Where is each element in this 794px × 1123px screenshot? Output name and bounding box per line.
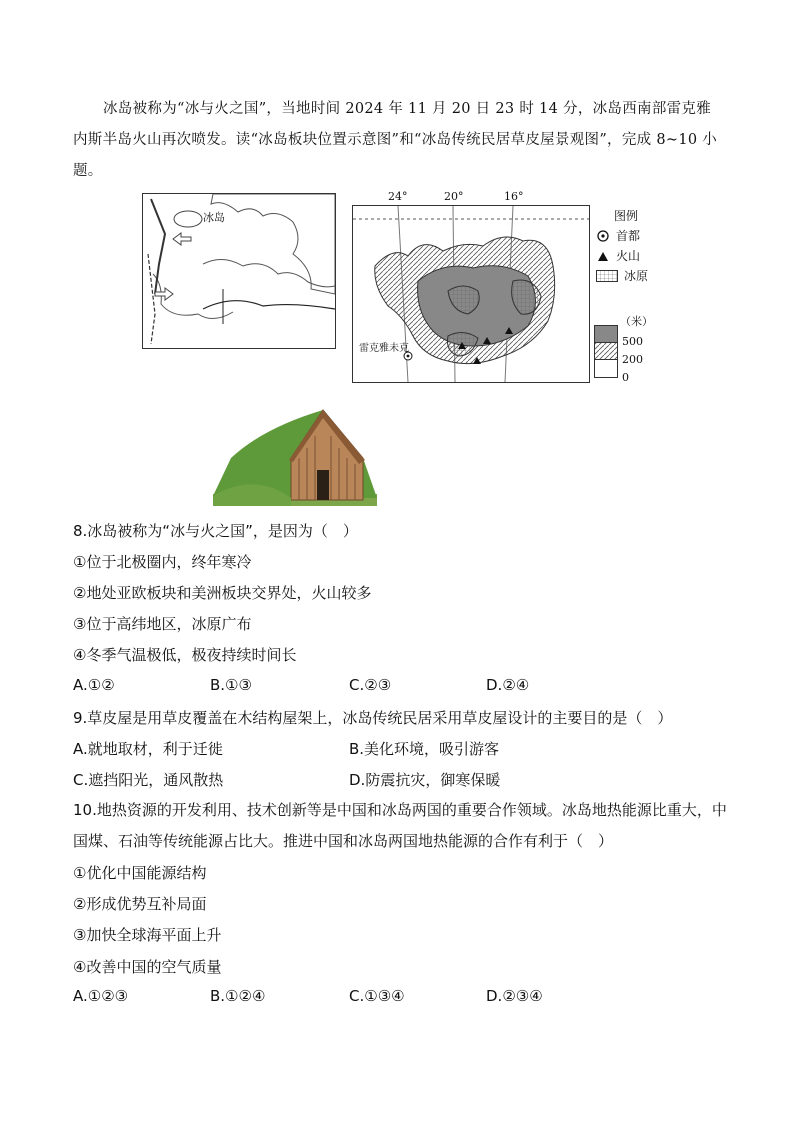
q10-statement-4: ④改善中国的空气质量 [73,958,222,976]
q10-option-c[interactable]: C.①③④ [349,987,405,1005]
iceland-elevation-map [352,190,590,383]
lon-16-label: 16° [504,190,524,203]
q8-option-d[interactable]: D.②④ [486,676,530,694]
q10-option-a[interactable]: A.①②③ [73,987,129,1005]
q10-option-b[interactable]: B.①②④ [210,987,266,1005]
lon-24-label: 24° [388,190,408,203]
turf-house-drawing [213,408,377,506]
q8-statement-1: ①位于北极圈内，终年寒冷 [73,553,252,571]
q8-stem: 8.冰岛被称为“冰与火之国”，是因为（ ） [73,522,358,540]
legend-volcano: 火山 [616,249,641,263]
q10-statement-3: ③加快全球海平面上升 [73,926,222,944]
q9-stem: 9.草皮屋是用草皮覆盖在木结构屋架上，冰岛传统民居采用草皮屋设计的主要目的是（ ） [73,709,673,727]
q8-option-c[interactable]: C.②③ [349,676,392,694]
legend-500: 500 [622,335,643,348]
elevation-scale [594,325,618,379]
lon-20-label: 20° [444,190,464,203]
q9-option-a[interactable]: A.就地取材，利于迁徙 [73,740,223,758]
figure-group [142,190,662,508]
q10-stem: 10.地热资源的开发利用、技术创新等是中国和冰岛两国的重要合作领域。冰岛地热能源比重大，中国煤、石油等传统能源占比大。推进中国和冰岛两国地热能源的合作有利于（ ） [73,801,727,850]
plate-map-drawing [143,194,335,348]
capital-label: 雷克雅未克 [359,343,409,354]
q10-statement-1: ①优化中国能源结构 [73,864,207,882]
capital-icon [596,229,610,243]
q10-statement-2: ②形成优势互补局面 [73,895,207,913]
turf-house-image [213,408,377,506]
legend-0: 0 [622,371,629,384]
q8-statement-3: ③位于高纬地区，冰原广布 [73,615,252,633]
volcano-icon [596,249,610,263]
q10-option-d[interactable]: D.②③④ [486,987,543,1005]
q8-statement-2: ②地处亚欧板块和美洲板块交界处，火山较多 [73,584,372,602]
icefield-swatch-icon [596,270,618,282]
q8-option-b[interactable]: B.①③ [210,676,252,694]
legend-200: 200 [622,353,643,366]
legend-unit: （米） [620,315,653,328]
plate-position-map [142,193,336,349]
legend-title: 图例 [614,209,639,223]
q9-option-b[interactable]: B.美化环境，吸引游客 [349,740,500,758]
map-legend [592,205,662,385]
iceland-map-drawing [353,206,589,382]
intro-paragraph: 冰岛被称为“冰与火之国”，当地时间 2024 年 11 月 20 日 23 时 14 分，冰岛西南部雷克雅内斯半岛火山再次喷发。读“冰岛板块位置示意图”和“冰岛传统民居草皮屋景观图”，完成 8~10 小题。 [73,101,718,179]
legend-icefield: 冰原 [624,269,649,283]
legend-capital: 首都 [616,229,641,243]
iceland-label: 冰岛 [203,211,225,224]
q9-option-d[interactable]: D.防震抗灾，御寒保暖 [349,771,501,789]
q9-option-c[interactable]: C.遮挡阳光，通风散热 [73,771,224,789]
q8-option-a[interactable]: A.①② [73,676,115,694]
q8-statement-4: ④冬季气温极低，极夜持续时间长 [73,646,297,664]
